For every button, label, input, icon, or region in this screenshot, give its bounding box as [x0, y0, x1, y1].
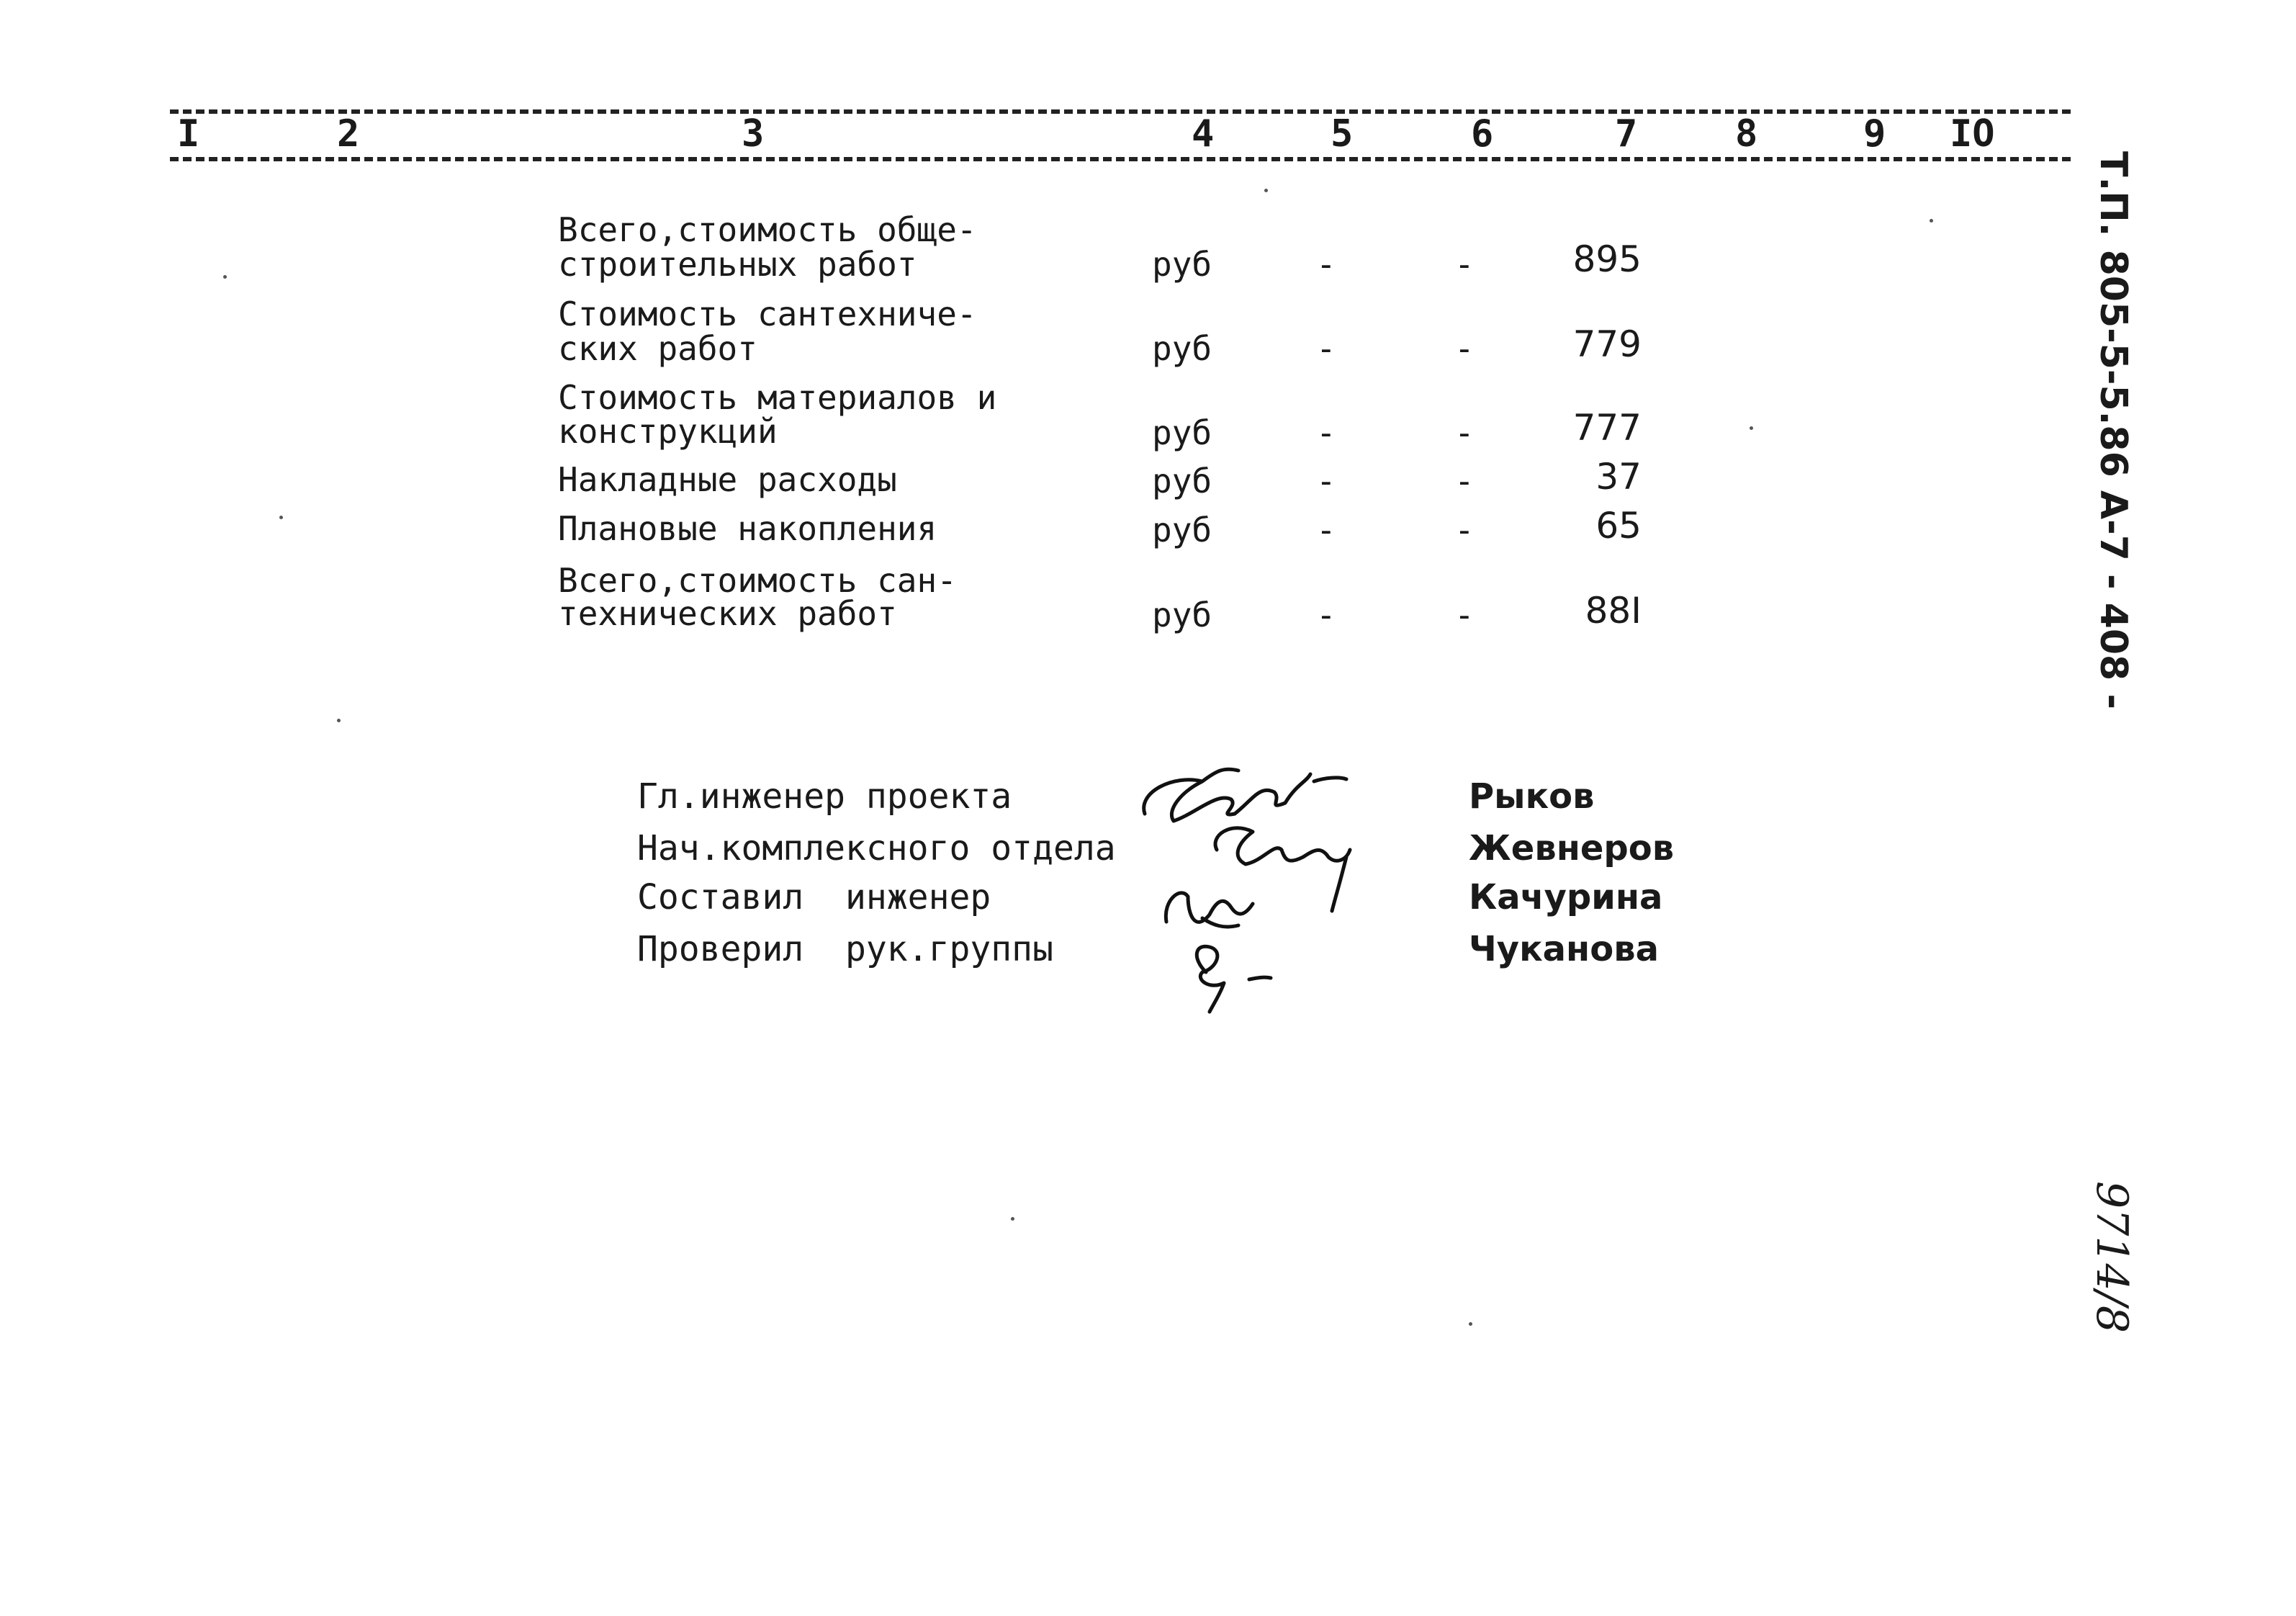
column-number-7: 7	[1615, 112, 1638, 156]
column-number-1: I	[177, 112, 200, 156]
row-label-line: Накладные расходы	[558, 460, 897, 499]
row-col5: -	[1316, 511, 1336, 549]
scan-speck	[1750, 426, 1753, 430]
row-value: 65	[1595, 505, 1642, 547]
signature-scribble-4	[1197, 946, 1271, 1012]
signature-name: Рыков	[1469, 776, 1595, 817]
column-number-9: 9	[1863, 112, 1886, 156]
column-number-6: 6	[1471, 112, 1494, 156]
row-col6: -	[1454, 329, 1475, 368]
signature-name: Жевнеров	[1469, 828, 1675, 868]
scan-speck	[1930, 219, 1933, 223]
row-col6: -	[1454, 596, 1475, 634]
row-col5: -	[1316, 329, 1336, 368]
row-unit: руб	[1152, 462, 1212, 500]
signature-role: Проверил рук.группы	[637, 929, 1053, 969]
row-label-line: Плановые накопления	[558, 509, 937, 548]
scan-speck	[223, 275, 227, 279]
row-col6: -	[1454, 245, 1475, 284]
row-col6: -	[1454, 462, 1475, 500]
row-col5: -	[1316, 462, 1336, 500]
row-unit: руб	[1152, 329, 1212, 368]
row-unit: руб	[1152, 413, 1212, 452]
column-number-8: 8	[1735, 112, 1758, 156]
row-unit: руб	[1152, 245, 1212, 284]
row-unit: руб	[1152, 596, 1212, 634]
row-label-line: Всего,стоимость обще-	[558, 210, 977, 249]
row-col5: -	[1316, 596, 1336, 634]
handwritten-signatures	[1130, 742, 1404, 1030]
signature-role: Нач.комплексного отдела	[637, 828, 1116, 868]
margin-sheet-number: 9714/8	[2086, 1181, 2137, 1334]
row-value: 895	[1572, 238, 1642, 280]
scan-speck	[279, 516, 283, 519]
margin-document-code: Т.П. 805-5-5.86 А-7 - 408 -	[2092, 151, 2135, 709]
column-number-2: 2	[337, 112, 360, 156]
signature-scribble-1	[1144, 769, 1346, 821]
scan-speck	[1264, 189, 1268, 192]
row-label-line: строительных работ	[558, 245, 917, 284]
row-value: 37	[1595, 456, 1642, 498]
signature-name: Качурина	[1469, 877, 1663, 917]
scan-speck	[1011, 1217, 1014, 1221]
row-label-line: ских работ	[558, 329, 757, 368]
row-value: 88I	[1585, 590, 1642, 632]
row-label-line: Всего,стоимость сан-	[558, 561, 957, 600]
header-top-rule	[170, 109, 2071, 114]
column-number-5: 5	[1331, 112, 1354, 156]
column-number-3: 3	[742, 112, 765, 156]
signature-scribble-3	[1166, 893, 1253, 927]
row-col5: -	[1316, 245, 1336, 284]
row-label-line: Стоимость сантехниче-	[558, 295, 977, 333]
row-label-line: технических работ	[558, 594, 897, 633]
row-label-line: Стоимость материалов и	[558, 378, 997, 417]
row-value: 777	[1572, 407, 1642, 449]
signature-role: Гл.инженер проекта	[637, 776, 1012, 817]
header-bottom-rule	[170, 157, 2071, 161]
column-number-10: IO	[1950, 112, 1995, 156]
row-value: 779	[1572, 323, 1642, 365]
row-label-line: конструкций	[558, 412, 778, 451]
scan-speck	[337, 719, 341, 722]
signature-scribble-2	[1215, 828, 1350, 911]
row-unit: руб	[1152, 511, 1212, 549]
column-number-4: 4	[1192, 112, 1215, 156]
row-col6: -	[1454, 511, 1475, 549]
row-col6: -	[1454, 413, 1475, 452]
signature-name: Чуканова	[1469, 929, 1659, 969]
scan-speck	[1469, 1322, 1472, 1326]
signature-role: Составил инженер	[637, 877, 991, 917]
row-col5: -	[1316, 413, 1336, 452]
